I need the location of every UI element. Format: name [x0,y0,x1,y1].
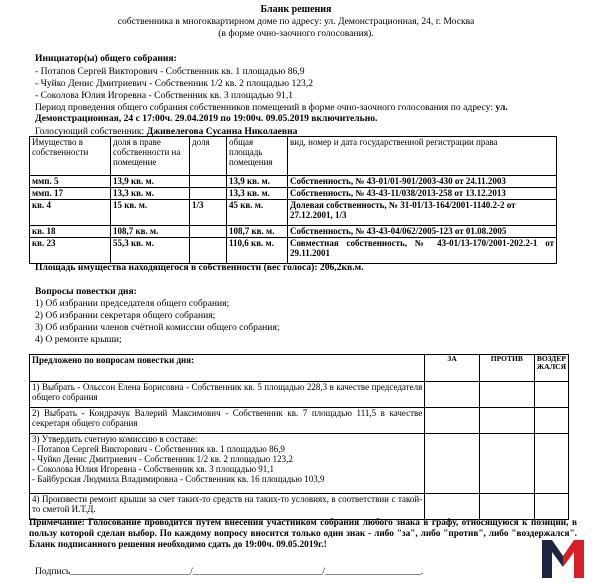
cell-share: 1/3 [190,200,227,226]
cell-total-area: 13,9 кв. м. [227,176,288,188]
period-dates: Демонстрационная, 24 с 17:00ч. 29.04.2019 по 19:00ч. 09.05.2019 включительно. [35,113,378,125]
vote-for-cell[interactable] [425,494,480,520]
cell-registration: Собственность, № 43-43-04/062/2005-123 от 01.08.2005 [288,226,557,238]
voting-owner-label: Голосующий собственник: [35,126,147,137]
vote-against-cell[interactable] [479,382,534,408]
cell-total-area: 13,3 кв. м. [227,188,288,200]
agenda-heading: Вопросы повестки дня: [35,286,137,297]
period-text: Период проведения общего собрания собственников помещений в форме очно-заочного голосования по адресу: [35,102,496,113]
vote-abstain-cell[interactable] [534,408,568,434]
agenda-item: 1) Об избрании председателя общего собрания; [35,298,230,309]
header-share-right: доля в праве собственности на помещение [111,137,190,176]
table-row [30,200,557,226]
vote-abstain-cell[interactable] [534,434,568,494]
area-total: Площадь имущества находящегося в собственности (вес голоса): 206,2кв.м. [35,262,364,273]
voting-table [29,354,569,520]
vote-for-cell[interactable] [425,434,480,494]
table-row [30,176,557,188]
property-table-header [30,137,557,176]
table-row [30,238,557,264]
header-against: ПРОТИВ [479,355,534,382]
cell-property: ммп. 17 [30,188,111,200]
proposal-text: 4) Произвести ремонт крыши за счет таких-то средств на таких-то условиях, в соответствии с такой-то сметой И.Т.Д. [30,494,425,520]
cell-property: кв. 18 [30,226,111,238]
agenda-item: 2) Об избрании секретаря общего собрания; [35,310,216,321]
proposal-line: - Байбурская Людмила Владимировна - Собственник кв. 16 площадью 103,9 [32,474,325,485]
voting-note: Примечание: Голосование проводится путем внесения участником собрания любого знака в графу, относящуюся к позиции, в пользу которой сделан выбор. По каждому вопросу вносится только один знак - либо "за", либо "против", либо "воздержался". Бланк подписанного решения необходимо сдать до 19:00ч. 09.05.2019г.! [29,518,577,551]
cell-total-area: 108,7 кв. м. [227,226,288,238]
cell-property: кв. 23 [30,238,111,264]
cell-property: кв. 4 [30,200,111,226]
meeting-period [35,102,583,124]
cell-total-area: 110,6 кв. м. [227,238,288,264]
header-abstain: ВОЗДЕР ЖАЛСЯ [534,355,568,382]
initiator-item: - Потапов Сергей Викторович - Собственник кв. 1 площадью 86,9 [35,66,305,77]
agenda-item: 4) О ремонте крыши; [35,334,122,345]
cell-registration: Собственность, № 43-43-11/038/2013-258 от 13.12.2013 [288,188,557,200]
voting-owner-name: Дживелегова Сусанна Николаевна [146,126,298,137]
form-title: Бланк решения [260,4,332,15]
cell-registration: Долевая собственность, № 31-01/13-164/2001-1140.2-2 от 27.12.2001, 1/3 [288,200,557,226]
proposal-line: - Соколова Юлия Игоревна - Собственник кв. 3 площадью 91,1 [32,464,275,475]
table-row [30,408,569,434]
initiator-item: - Соколова Юлия Игоревна - Собственник кв. 3 площадью 91,1 [35,90,294,101]
proposal-line: - Потапов Сергей Викторович - Собственник кв. 1 площадью 86,9 [32,444,285,455]
proposal-text: 1) Выбрать - Ольссон Елена Борисовна - Собственник кв. 5 площадью 228,3 в качестве председателя общего собрания [30,382,425,408]
vote-against-cell[interactable] [479,408,534,434]
vote-against-cell[interactable] [479,434,534,494]
cell-share-right: 108,7 кв. м. [111,226,190,238]
proposal-line: - Чуйко Денис Дмитриевич - Собственник 1/2 кв. 2 площадью 123,2 [32,454,293,465]
proposal-text: 2) Выбрать - Кондрачук Валерий Максимович - Собственник кв. 7 площадью 111,5 в качестве секретаря общего собрания [30,408,425,434]
header-proposal: Предложено по вопросам повестки дня: [30,355,425,382]
vote-abstain-cell[interactable] [534,382,568,408]
voting-table-header [30,355,569,382]
table-row [30,226,557,238]
signature-line[interactable]: Подпись_________________________/___________________________/____________________. [35,566,424,577]
header-share: доля [190,137,227,176]
vote-abstain-cell[interactable] [534,494,568,520]
cell-share [190,176,227,188]
vote-for-cell[interactable] [425,382,480,408]
form-subtitle-type: (в форме очно-заочного голосования). [218,28,374,39]
header-property: Имущество в собственности [30,137,111,176]
table-row [30,188,557,200]
cell-share-right: 13,9 кв. м. [111,176,190,188]
vote-against-cell[interactable] [479,494,534,520]
agenda-item: 3) Об избрании членов счётной комиссии общего собрания; [35,322,280,333]
period-street: ул. [495,102,508,113]
cell-share-right: 15 кв. м. [111,200,190,226]
initiator-item: - Чуйко Денис Дмитриевич - Собственник 1/2 кв. 2 площадью 123,2 [35,78,314,89]
cell-share [190,188,227,200]
table-row [30,382,569,408]
brand-logo-icon [540,536,586,580]
proposal-line: 3) Утвердить счетную комиссию в составе: [32,434,198,444]
form-subtitle-address: собственника в многоквартирном доме по адресу: ул. Демонстрационная, 24, г. Москва [117,16,475,27]
header-for: ЗА [425,355,480,382]
cell-property: ммп. 5 [30,176,111,188]
cell-share [190,226,227,238]
cell-registration: Совместная собственность, № 43-01/13-170/2001-202.2-1 от 29.11.2001 [288,238,557,264]
cell-total-area: 45 кв. м. [227,200,288,226]
vote-for-cell[interactable] [425,408,480,434]
table-row [30,434,569,494]
property-table [29,136,557,264]
initiators-heading: Инициатор(ы) общего собрания: [35,53,177,64]
cell-share-right: 13,3 кв. м. [111,188,190,200]
header-registration: вид, номер и дата государственной регистрации права [288,137,557,176]
table-row [30,494,569,520]
header-total-area: общая площадь помещения [227,137,288,176]
cell-share-right: 55,3 кв. м. [111,238,190,264]
cell-share [190,238,227,264]
proposal-text [30,434,425,494]
cell-registration: Собственность, № 43-01/01-901/2003-430 от 24.11.2003 [288,176,557,188]
